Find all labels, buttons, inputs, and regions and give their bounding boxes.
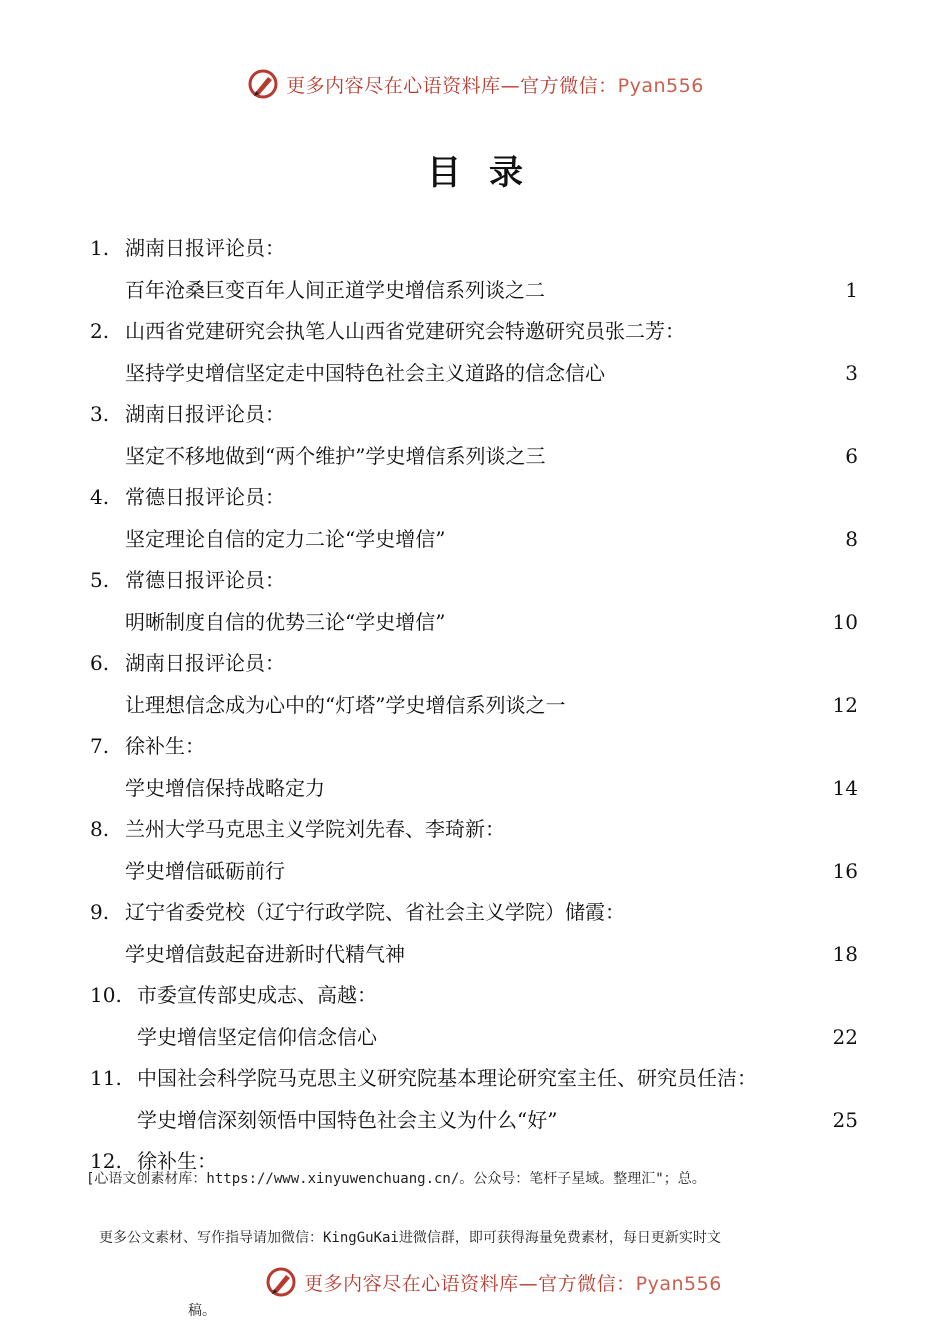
toc-author: 兰州大学马克思主义学院刘先春、李琦新：	[125, 817, 505, 841]
toc-author-line	[0, 1058, 950, 1100]
toc-page-number: 25	[832, 1107, 858, 1132]
toc-number: 7.	[90, 734, 110, 758]
toc-title[interactable]: 坚持学史增信坚定走中国特色社会主义道路的信念信心	[125, 360, 605, 385]
toc-author-line	[0, 975, 950, 1017]
toc-title-line	[0, 353, 950, 395]
toc-author-line	[0, 643, 950, 685]
toc-entry[interactable]	[0, 643, 950, 726]
toc-entry[interactable]	[0, 560, 950, 643]
toc-number: 8.	[90, 817, 110, 841]
toc-entry[interactable]	[0, 228, 950, 311]
toc-title-line	[0, 934, 950, 976]
toc-number: 11.	[90, 1066, 122, 1090]
toc-number: 6.	[90, 651, 110, 675]
toc-page-number: 18	[832, 941, 858, 966]
toc-page-number: 3	[845, 360, 858, 385]
toc-entry[interactable]	[0, 394, 950, 477]
toc-title-line	[0, 436, 950, 478]
toc-title-line	[0, 602, 950, 644]
toc-page-number: 10	[832, 609, 858, 634]
toc-author: 市委宣传部史成志、高越：	[137, 983, 377, 1007]
source-note: [心语文创素材库：https://www.xinyuwenchuang.cn/。公众号：笔杆子星域。整理汇"；总。	[86, 1171, 706, 1187]
toc-author: 湖南日报评论员：	[125, 402, 285, 426]
toc-title-line	[0, 1100, 950, 1142]
banner-wechat-id: Pyan556	[617, 74, 704, 97]
toc-number: 3.	[90, 402, 110, 426]
banner-text: 更多内容尽在心语资料库—官方微信：Pyan556	[286, 74, 704, 97]
toc-author: 山西省党建研究会执笔人山西省党建研究会特邀研究员张二芳：	[125, 319, 685, 343]
toc-page-number: 14	[832, 775, 858, 800]
toc-number: 1.	[90, 236, 110, 260]
header-banner	[0, 64, 950, 104]
toc-author: 辽宁省委党校（辽宁行政学院、省社会主义学院）储霞：	[125, 900, 625, 924]
toc-page-number: 1	[845, 277, 858, 302]
toc-entry[interactable]	[0, 892, 950, 975]
toc-title[interactable]: 坚定理论自信的定力二论“学史增信”	[125, 526, 446, 551]
toc-title[interactable]: 学史增信砥砺前行	[125, 858, 285, 883]
footer-text-continued: 稿。	[188, 1303, 216, 1319]
toc-author: 湖南日报评论员：	[125, 651, 285, 675]
toc-author-line	[0, 809, 950, 851]
banner-wechat-id: Pyan556	[635, 1272, 722, 1295]
toc-author: 徐补生：	[125, 734, 205, 758]
toc-author-line	[0, 228, 950, 270]
toc-title[interactable]: 明晰制度自信的优势三论“学史增信”	[125, 609, 446, 634]
toc-author: 徐补生：	[137, 1149, 217, 1173]
toc-entry[interactable]	[0, 726, 950, 809]
toc-title[interactable]: 让理想信念成为心中的“灯塔”学史增信系列谈之一	[125, 692, 566, 717]
toc-page-number: 6	[845, 443, 858, 468]
toc-title[interactable]: 学史增信保持战略定力	[125, 775, 325, 800]
toc-entry[interactable]	[0, 975, 950, 1058]
pen-logo-icon	[264, 1265, 298, 1299]
toc-author: 常德日报评论员：	[125, 568, 285, 592]
toc-page-number: 16	[832, 858, 858, 883]
toc-title-line	[0, 851, 950, 893]
toc-page-number: 12	[832, 692, 858, 717]
footer-banner	[0, 1262, 950, 1302]
toc-author-line	[0, 892, 950, 934]
toc-title-line	[0, 768, 950, 810]
toc-title-line	[0, 270, 950, 312]
toc-author-line	[0, 477, 950, 519]
page-title: 目录	[427, 153, 551, 193]
toc-author: 中国社会科学院马克思主义研究院基本理论研究室主任、研究员任洁：	[137, 1066, 757, 1090]
toc-author-line	[0, 726, 950, 768]
toc-number: 5.	[90, 568, 110, 592]
toc-entry[interactable]	[0, 311, 950, 394]
banner-text: 更多内容尽在心语资料库—官方微信：Pyan556	[304, 1272, 722, 1295]
toc-author-line	[0, 394, 950, 436]
toc-title[interactable]: 百年沧桑巨变百年人间正道学史增信系列谈之二	[125, 277, 545, 302]
pen-logo-icon	[246, 67, 280, 101]
footer-text: 更多公文素材、写作指导请加微信：KingGuKai进微信群，即可获得海量免费素材，每日更新实时文	[99, 1230, 721, 1246]
toc-number: 10.	[90, 983, 122, 1007]
toc-number: 2.	[90, 319, 110, 343]
table-of-contents	[0, 228, 950, 1183]
toc-title-line	[0, 1017, 950, 1059]
toc-title-line	[0, 519, 950, 561]
toc-title[interactable]: 坚定不移地做到“两个维护”学史增信系列谈之三	[125, 443, 546, 468]
toc-number: 12.	[90, 1149, 122, 1173]
toc-title[interactable]: 学史增信鼓起奋进新时代精气神	[125, 941, 405, 966]
toc-page-number: 22	[832, 1024, 858, 1049]
toc-title-line	[0, 685, 950, 727]
toc-entry[interactable]	[0, 809, 950, 892]
toc-title[interactable]: 学史增信坚定信仰信念信心	[137, 1024, 377, 1049]
toc-author-line	[0, 311, 950, 353]
toc-page-number: 8	[845, 526, 858, 551]
toc-author: 常德日报评论员：	[125, 485, 285, 509]
toc-number: 9.	[90, 900, 110, 924]
toc-entry[interactable]	[0, 1058, 950, 1141]
toc-author-line	[0, 560, 950, 602]
toc-title[interactable]: 学史增信深刻领悟中国特色社会主义为什么“好”	[137, 1107, 558, 1132]
toc-entry[interactable]	[0, 477, 950, 560]
toc-number: 4.	[90, 485, 110, 509]
toc-author: 湖南日报评论员：	[125, 236, 285, 260]
